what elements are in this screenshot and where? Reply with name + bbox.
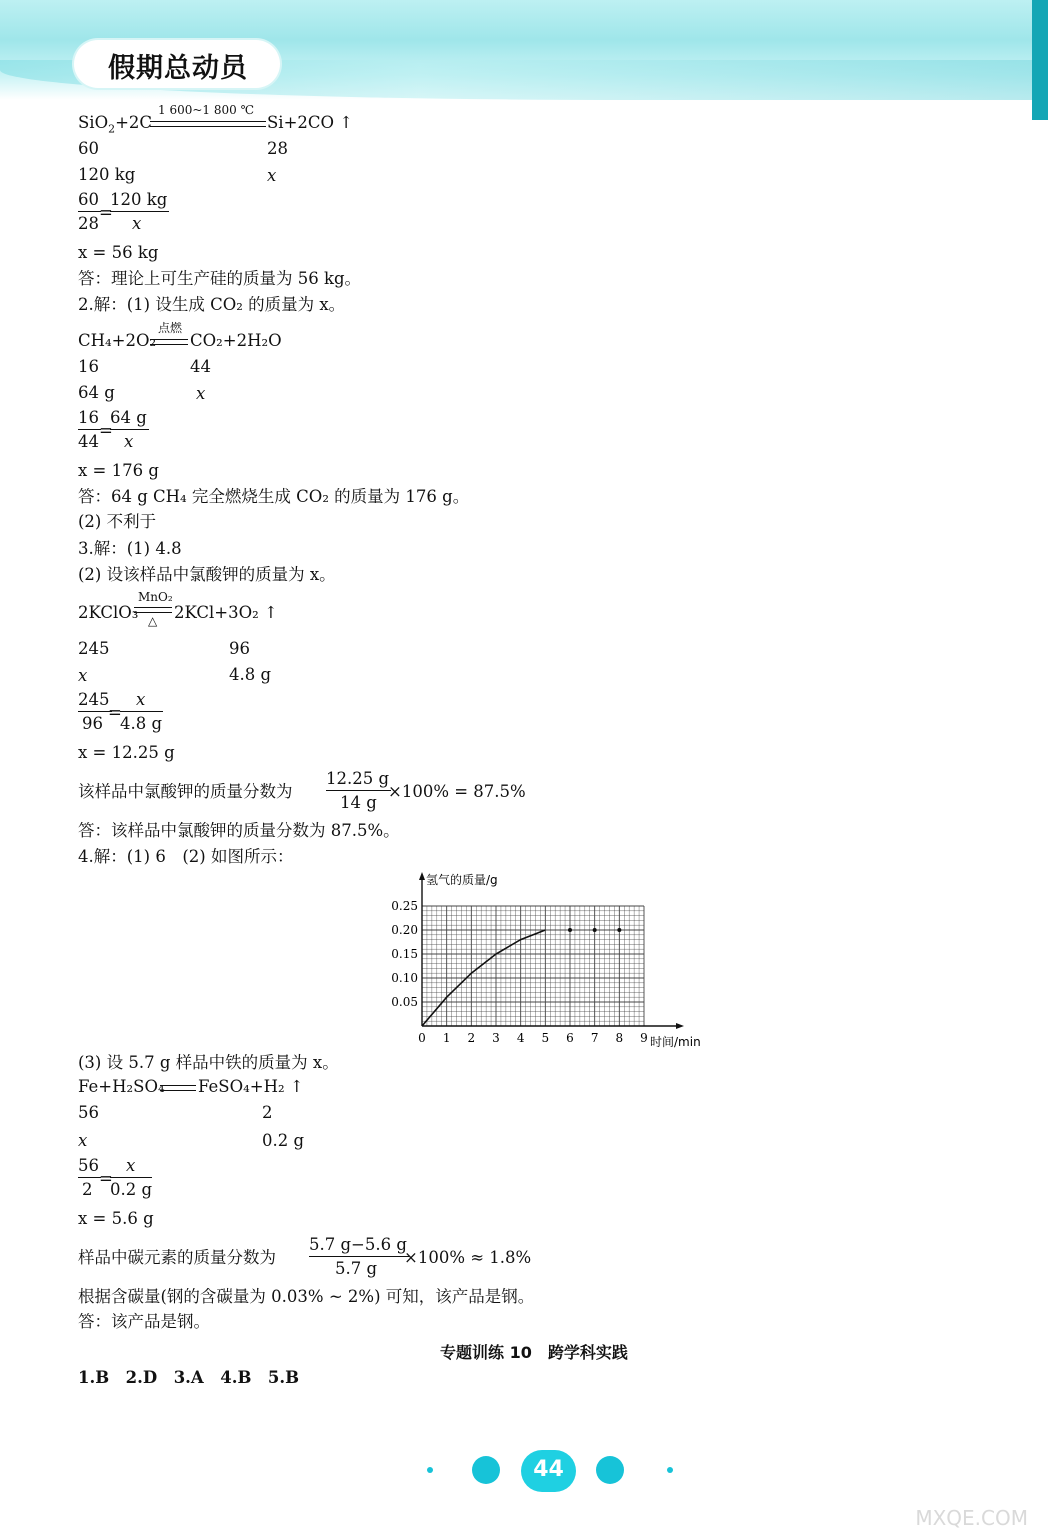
fraction-num: 16 bbox=[78, 408, 101, 430]
fraction-den: 96 bbox=[82, 714, 103, 733]
result-line: x = 176 g bbox=[78, 461, 159, 480]
fraction-2b bbox=[110, 408, 149, 452]
mass-sio2: 60 bbox=[78, 139, 99, 158]
section-title: 专题训练 10 跨学科实践 bbox=[440, 1343, 628, 1362]
choice-answers: 1.B 2.D 3.A 4.B 5.B bbox=[78, 1368, 300, 1387]
answer-line: 答：该产品是钢。 bbox=[78, 1312, 210, 1331]
result-line: x = 12.25 g bbox=[78, 743, 175, 762]
fraction-1b bbox=[110, 190, 169, 234]
data-point bbox=[617, 928, 621, 932]
page-title: 假期总动员 bbox=[108, 53, 248, 84]
eq1-condition: 1 600~1 800 ℃ bbox=[158, 103, 254, 117]
fraction-3b bbox=[120, 690, 163, 734]
unknown-fe: x bbox=[78, 1131, 88, 1150]
fraction-num: 245 bbox=[78, 690, 112, 712]
eq3-left: 2KClO₃ bbox=[78, 603, 139, 622]
y-tick-label: 0.25 bbox=[391, 899, 418, 913]
fraction-num: x bbox=[120, 690, 163, 712]
footer-dot bbox=[667, 1467, 673, 1473]
mass-fraction-result: ×100% = 87.5% bbox=[388, 782, 526, 801]
fraction-num: 120 kg bbox=[110, 190, 169, 212]
equals-sign: = bbox=[99, 421, 113, 440]
y-axis-arrow bbox=[419, 872, 425, 880]
result-line: x = 5.6 g bbox=[78, 1209, 154, 1228]
x-tick-label: 5 bbox=[541, 1031, 550, 1045]
x-axis-arrow bbox=[676, 1023, 684, 1029]
setup-line: (2) 设该样品中氯酸钾的质量为 x。 bbox=[78, 565, 336, 584]
fraction-num: x bbox=[110, 1156, 152, 1178]
answer-line: 答：该样品中氯酸钾的质量分数为 87.5%。 bbox=[78, 821, 400, 840]
eq3-heat: △ bbox=[148, 614, 158, 628]
fraction-den: x bbox=[132, 214, 142, 233]
fraction-num: 5.7 g−5.6 g bbox=[309, 1235, 409, 1257]
given-ch4: 64 g bbox=[78, 383, 115, 402]
setup-line: (3) 设 5.7 g 样品中铁的质量为 x。 bbox=[78, 1053, 339, 1072]
eq3-equals bbox=[134, 607, 172, 613]
y-tick-label: 0.15 bbox=[391, 947, 418, 961]
equals-sign: = bbox=[108, 703, 122, 722]
fraction-den: 0.2 g bbox=[110, 1180, 153, 1199]
mass-fe: 56 bbox=[78, 1103, 99, 1122]
answer-line: 答：理论上可生产硅的质量为 56 kg。 bbox=[78, 269, 362, 288]
equals-sign: = bbox=[99, 203, 113, 222]
watermark: MXQE.COM bbox=[915, 1506, 1028, 1530]
mass-fraction-label: 该样品中氯酸钾的质量分数为 bbox=[78, 782, 293, 801]
data-point bbox=[568, 928, 572, 932]
y-axis-label: 氢气的质量/g bbox=[426, 873, 498, 887]
unknown-co2: x bbox=[196, 384, 206, 403]
fraction-den: 2 bbox=[82, 1180, 93, 1199]
answer-line: 答：64 g CH₄ 完全燃烧生成 CO₂ 的质量为 176 g。 bbox=[78, 487, 470, 506]
eq1-left: SiO$_2$+2C bbox=[78, 113, 153, 136]
hydrogen-mass-chart bbox=[380, 868, 720, 1048]
fraction-4a bbox=[78, 1156, 101, 1200]
conclusion-line: 根据含碳量(钢的含碳量为 0.03% ~ 2%) 可知，该产品是钢。 bbox=[78, 1287, 535, 1306]
x-tick-label: 0 bbox=[418, 1031, 426, 1045]
part-2-answer: (2) 不利于 bbox=[78, 512, 157, 531]
fraction-4b bbox=[110, 1156, 152, 1200]
x-tick-label: 7 bbox=[590, 1031, 599, 1045]
fraction-1a bbox=[78, 190, 101, 234]
x-tick-label: 3 bbox=[492, 1031, 500, 1045]
fraction-num: 64 g bbox=[110, 408, 149, 430]
carbon-fraction-result: ×100% ≈ 1.8% bbox=[404, 1248, 532, 1267]
eq2-right: CO₂+2H₂O bbox=[190, 331, 282, 350]
fraction-den: 4.8 g bbox=[120, 714, 163, 733]
problem-2-heading: 2.解：(1) 设生成 CO₂ 的质量为 x。 bbox=[78, 295, 346, 314]
eq4-right: FeSO₄+H₂ ↑ bbox=[198, 1077, 304, 1096]
x-tick-label: 1 bbox=[442, 1031, 451, 1045]
fraction-3c bbox=[326, 769, 391, 813]
fraction-den: 28 bbox=[78, 214, 99, 233]
fraction-3a bbox=[78, 690, 112, 734]
footer-dot bbox=[427, 1467, 433, 1473]
x-tick-label: 6 bbox=[566, 1031, 574, 1045]
fraction-den: 14 g bbox=[340, 793, 377, 812]
y-tick-label: 0.05 bbox=[391, 995, 418, 1009]
fraction-4c bbox=[309, 1235, 409, 1279]
eq4-left: Fe+H₂SO₄ bbox=[78, 1077, 165, 1096]
fraction-den: x bbox=[124, 432, 134, 451]
y-tick-label: 0.10 bbox=[391, 971, 418, 985]
mass-si: 28 bbox=[267, 139, 288, 158]
eq2-condition: 点燃 bbox=[158, 321, 183, 335]
x-tick-label: 8 bbox=[615, 1031, 624, 1045]
fraction-num: 60 bbox=[78, 190, 101, 212]
problem-4-heading: 4.解：(1) 6 (2) 如图所示： bbox=[78, 847, 294, 866]
eq1-equals bbox=[150, 121, 266, 127]
mass-co2: 44 bbox=[190, 357, 211, 376]
x-axis-label: 时间/min bbox=[650, 1035, 701, 1048]
eq1-right: Si+2CO ↑ bbox=[267, 113, 354, 132]
fraction-den: 5.7 g bbox=[335, 1259, 378, 1278]
eq4-equals bbox=[160, 1085, 196, 1091]
equals-sign: = bbox=[99, 1169, 113, 1188]
footer-dot bbox=[596, 1456, 624, 1484]
mass-ch4: 16 bbox=[78, 357, 99, 376]
fraction-2a bbox=[78, 408, 101, 452]
eq2-left: CH₄+2O₂ bbox=[78, 331, 157, 350]
corner-tab bbox=[1032, 0, 1048, 120]
mass-o2: 96 bbox=[229, 639, 250, 658]
y-tick-label: 0.20 bbox=[391, 923, 418, 937]
given-sio2: 120 kg bbox=[78, 165, 136, 184]
page-number: 44 bbox=[521, 1450, 576, 1492]
carbon-fraction-label: 样品中碳元素的质量分数为 bbox=[78, 1248, 276, 1267]
eq2-equals bbox=[150, 339, 188, 345]
result-line: x = 56 kg bbox=[78, 243, 159, 262]
x-tick-label: 2 bbox=[467, 1031, 476, 1045]
data-point bbox=[593, 928, 597, 932]
problem-3-heading: 3.解：(1) 4.8 bbox=[78, 539, 182, 558]
given-h2: 0.2 g bbox=[262, 1131, 305, 1150]
fraction-num: 56 bbox=[78, 1156, 101, 1178]
x-tick-label: 4 bbox=[516, 1031, 525, 1045]
fraction-num: 12.25 g bbox=[326, 769, 391, 791]
given-o2: 4.8 g bbox=[229, 665, 272, 684]
fraction-den: 44 bbox=[78, 432, 99, 451]
mass-h2: 2 bbox=[262, 1103, 273, 1122]
mass-kclo3: 245 bbox=[78, 639, 110, 658]
x-tick-label: 9 bbox=[640, 1031, 648, 1045]
footer-dot bbox=[472, 1456, 500, 1484]
unknown-kclo3: x bbox=[78, 666, 88, 685]
eq3-right: 2KCl+3O₂ ↑ bbox=[174, 603, 278, 622]
eq3-catalyst: MnO₂ bbox=[138, 590, 173, 604]
unknown-si: x bbox=[267, 166, 277, 185]
